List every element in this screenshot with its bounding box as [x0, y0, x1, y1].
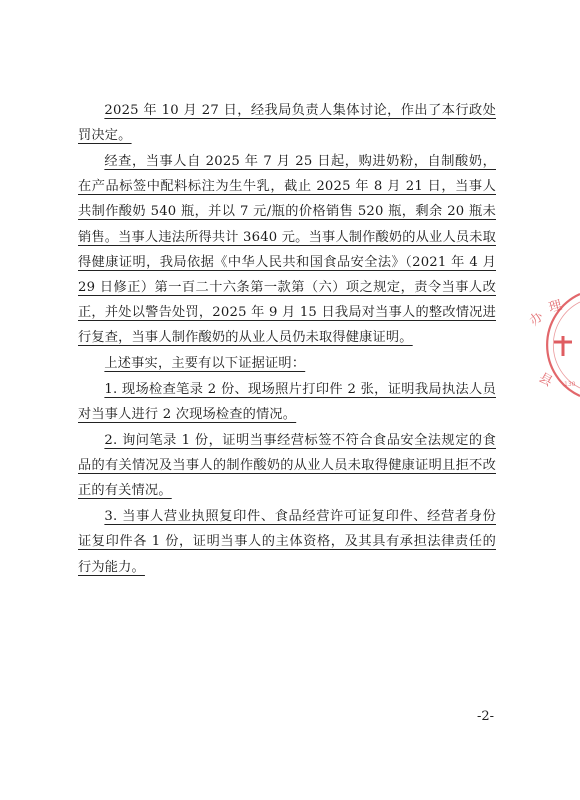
svg-text:理: 理 — [547, 298, 564, 316]
page-number: -2- — [476, 709, 494, 724]
paragraph-evidence-intro — [78, 351, 496, 376]
paragraph-text: 经查，当事人自 2025 年 7 月 25 日起，购进奶粉，自制酸奶，在产品标签中配料标注为生牛乳，截止 2025 年 8 月 21 日，当事人共制作酸奶 540 瓶，并以 7 元/瓶的价格销售 520 瓶，剩余 20 瓶未销售。当事人违法所得共计 3640 元。当事人制作酸奶的从业人员未取得健康证明，我局依据《中华人民共和国食品安全法》（2021 年 4 月 29 日修正）第一百二十六条第一款第（六）项之规定，责令当事人改正，并处以警告处罚，2025 年 9 月 15 日我局对当事人的整改情况进行复查，当事人制作酸奶的从业人员仍未取得健康证明。 — [78, 154, 496, 346]
svg-text:办: 办 — [526, 309, 547, 330]
paragraph-text: 上述事实，主要有以下证据证明： — [104, 356, 306, 372]
paragraph-evidence-2 — [78, 428, 496, 504]
paragraph-decision-date — [78, 98, 496, 148]
paragraph-evidence-1 — [78, 377, 496, 427]
document-body — [78, 98, 496, 580]
paragraph-text: 2. 询问笔录 1 份，证明当事经营标签不符合食品安全法规定的食品的有关情况及当事人的制作酸奶的从业人员未取得健康证明且拒不改正的有关情况。 — [78, 433, 496, 499]
official-seal-fragment — [520, 290, 580, 400]
seal-icon — [520, 290, 580, 400]
paragraph-text: 2025 年 10 月 27 日，经我局负责人集体讨论，作出了本行政处罚决定。 — [78, 103, 496, 144]
svg-text:130: 130 — [564, 381, 576, 388]
paragraph-investigation — [78, 149, 496, 351]
paragraph-evidence-3 — [78, 504, 496, 580]
paragraph-text: 3. 当事人营业执照复印件、食品经营许可证复印件、经营者身份证复印件各 1 份，证明当事人的主体资格，及其具有承担法律责任的行为能力。 — [78, 509, 496, 575]
paragraph-text: 1. 现场检查笔录 2 份、现场照片打印件 2 张，证明我局执法人员对当事人进行 2 次现场检查的情况。 — [78, 382, 496, 423]
svg-text:县: 县 — [536, 370, 555, 390]
